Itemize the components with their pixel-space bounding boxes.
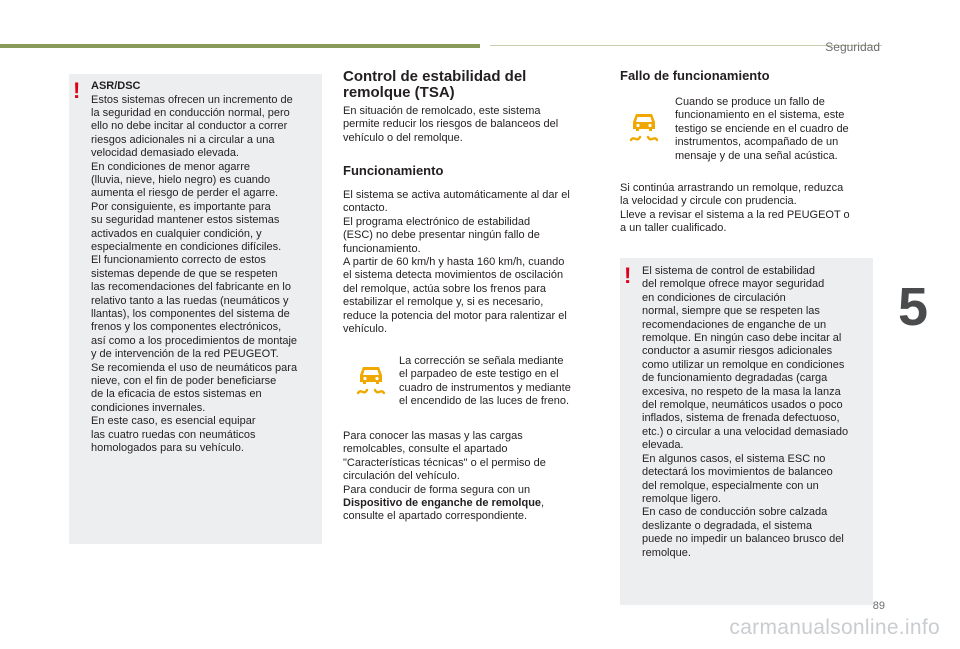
tsa-warning-text: El sistema de control de estabilidad del remolque ofrece mayor seguridad en condiciones de circulación normal, siempre que se respeten las recomendaciones de enganche de un remolque. En ningún caso debe incitar al conductor a asumir riesgos adicionales como utilizar un remolque en condiciones de funcionamiento degradadas (carga excesiva, no respeto de la masa la lanza del remolque, neumáticos usados o poco inflados, sistema de frenada defectuoso, etc.) o circular a una velocidad demasiado elevada. En algunos casos, el sistema ESC no detectará los movimientos de balanceo del remolque, especialmente con un remolque ligero. En caso de conducción sobre calzada deslizante o degradada, el sistema puede no impedir un balanceo brusco del remolque. bbox=[642, 265, 849, 559]
funcionamiento-text: El sistema se activa automáticamente al dar el contacto. El programa electrónico de estabilidad (ESC) no debe presentar ningún fallo de funcionamiento. A partir de 60 km/h y hasta 160 km/h, cuando el sistema detecta movimientos de oscilación del remolque, actúa sobre los frenos para estabilizar el remolque y, si es necesario, reduce la potencia del motor para ralentizar el vehículo. bbox=[343, 189, 570, 336]
asr-dsc-body: Estos sistemas ofrecen un incremento de la seguridad en conducción normal, pero ello no debe incitar al conductor a correr riesgos adicionales ni a circular a una velocidad demasiado elevada. En condiciones de menor agarre (lluvia, nieve, hielo negro) es cuando aumenta el riesgo de perder el agarre. Por consiguiente, es importante para su seguridad mantener estos sistemas activados en cualquier condición, y especialmente en condiciones difíciles. El funcionamiento correcto de estos sistemas depende de que se respeten las recomendaciones del fabricante en lo relativo tanto a las ruedas (neumáticos y llantas), los componentes del sistema de frenos y los componentes electrónicos, así como a los procedimientos de montaje y de intervención de la red PEUGEOT. Se recomienda el uso de neumáticos para nieve, con el fin de poder beneficiarse de la eficacia de estos sistemas en condiciones invernales. En este caso, es esencial equipar las cuatro ruedas con neumáticos homologados para su vehículo. bbox=[91, 93, 298, 455]
fallo-lamp-text: Cuando se produce un fallo de funcionamiento en el sistema, este testigo se enciende en el cuadro de instrumentos, acompañado de un mensaje y de una señal acústica. bbox=[675, 96, 849, 162]
tsa-outro-part2: , consulte el apartado correspondiente. bbox=[343, 497, 545, 523]
warning-exclamation-icon: ! bbox=[73, 78, 81, 103]
esc-lamp-flashing-icon bbox=[355, 363, 387, 395]
asr-dsc-warning-box bbox=[69, 74, 322, 544]
tsa-outro bbox=[343, 430, 603, 524]
fallo-heading: Fallo de funcionamiento bbox=[620, 68, 770, 83]
warning-exclamation-icon: ! bbox=[624, 263, 632, 288]
tsa-outro-bold: Dispositivo de enganche de remolque bbox=[343, 497, 542, 510]
esc-lamp-fault-icon bbox=[628, 110, 660, 142]
fallo-paragraph: Si continúa arrastrando un remolque, reduzca la velocidad y circule con prudencia. Lleve a revisar el sistema a la red PEUGEOT o a un taller cualificado. bbox=[620, 182, 850, 235]
page-number: 89 bbox=[872, 600, 885, 612]
tsa-outro-part1: Para conocer las masas y las cargas remolcables, consulte el apartado "Características técnicas" o el permiso de circulación del vehículo. Para conducir de forma segura con un bbox=[343, 430, 546, 496]
funcionamiento-heading: Funcionamiento bbox=[343, 163, 444, 178]
tsa-warning-box bbox=[620, 258, 873, 605]
tsa-title: Control de estabilidad del remolque (TSA) bbox=[343, 68, 527, 101]
tsa-intro: En situación de remolcado, este sistema permite reducir los riesgos de balanceos del vehículo o del remolque. bbox=[343, 105, 559, 144]
tsa-lamp-text: La corrección se señala mediante el parpadeo de este testigo en el cuadro de instrumentos y mediante el encendido de las luces de freno. bbox=[399, 355, 571, 408]
asr-dsc-heading: ASR/DSC bbox=[91, 80, 141, 92]
section-title: Seguridad bbox=[825, 40, 880, 54]
chapter-number: 5 bbox=[897, 277, 929, 337]
watermark: carmanualsonline.info bbox=[729, 616, 940, 639]
header-accent-rule bbox=[0, 44, 480, 48]
